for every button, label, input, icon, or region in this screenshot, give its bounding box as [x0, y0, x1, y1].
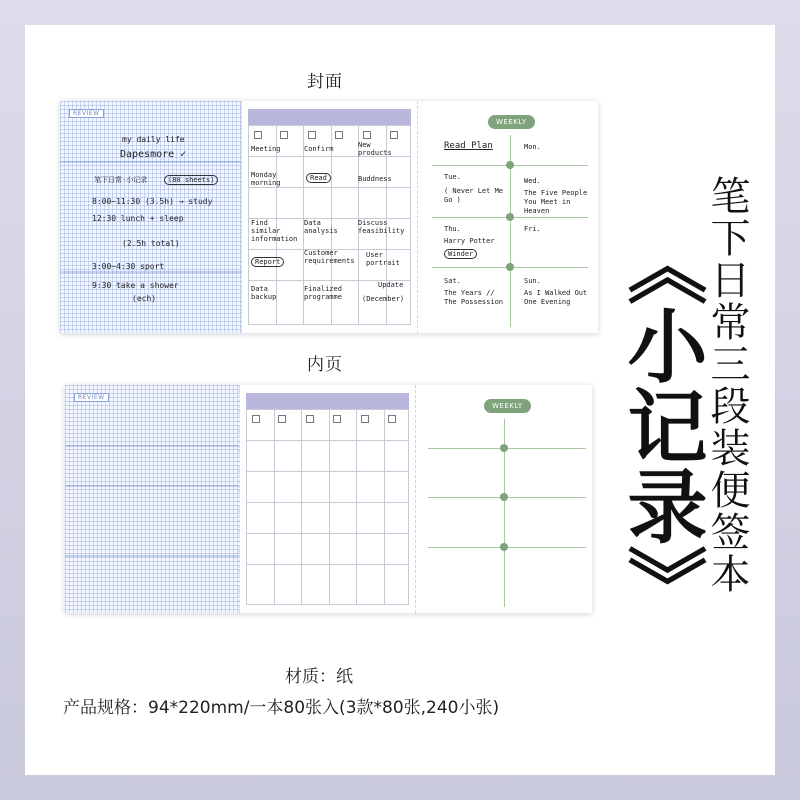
checkbox-icon [390, 131, 398, 139]
weekly-text: As I Walked Out One Evening [524, 289, 588, 306]
table-header-bar [246, 393, 409, 409]
checkbox-icon [308, 131, 316, 139]
weekly-text: Harry Potter [444, 237, 495, 245]
note-line: 3:00~4:30 sport [92, 262, 165, 271]
weekly-panel [418, 101, 598, 333]
cell-text: Confirm [304, 145, 334, 153]
inner-label: 内页 [307, 355, 343, 375]
inner-strip [65, 385, 592, 613]
cover-strip [60, 101, 598, 333]
cell-text: Data analysis [304, 219, 338, 235]
cell-text: Monday morning [251, 171, 281, 187]
product-card [25, 25, 775, 775]
checkbox-icon [306, 415, 314, 423]
cell-text: Update [378, 281, 404, 289]
note-line: 9:30 take a shower [92, 281, 179, 290]
grid-panel [60, 101, 242, 333]
weekly-pill: WEEKLY [484, 399, 531, 413]
main-title: 笔下日常三段装便签本 [704, 175, 750, 595]
checkbox-icon [361, 415, 369, 423]
timeline-dot [506, 213, 514, 221]
cell-text: Buddness [358, 175, 392, 183]
note-line: 笔下日常·小记录 [94, 176, 148, 184]
spec-text: 产品规格：94*220mm/一本80张入(3款*80张,240小张) [63, 698, 500, 718]
timeline-dot [506, 161, 514, 169]
grid-panel-blank [65, 385, 240, 613]
checkbox-icon [278, 415, 286, 423]
checkbox-icon [363, 131, 371, 139]
cell-text: Finalized programme [304, 285, 342, 301]
material-text: 材质：纸 [285, 667, 353, 687]
table-header-bar [248, 109, 411, 125]
weekly-text: Tue. [444, 173, 461, 181]
weekly-text: Thu. [444, 225, 461, 233]
weekly-text: Fri. [524, 225, 541, 233]
cell-text: Customer requirements [304, 249, 355, 265]
weekly-text: Read Plan [444, 141, 493, 151]
table-grid [246, 409, 409, 605]
weekly-panel-blank [416, 385, 592, 613]
cell-text: Read [306, 173, 331, 183]
checkbox-icon [333, 415, 341, 423]
weekly-text: Mon. [524, 143, 541, 151]
weekly-pill: WEEKLY [488, 115, 535, 129]
timeline-dot [500, 493, 508, 501]
cell-text: Data backup [251, 285, 277, 301]
note-line: (80 sheets) [164, 175, 218, 185]
bracket-title: 《小记录》 [614, 225, 707, 625]
table-panel [242, 101, 418, 333]
checkbox-icon [280, 131, 288, 139]
cell-text: Meeting [251, 145, 281, 153]
cell-text: New products [358, 141, 392, 157]
weekly-text: The Five People You Meet in Heaven [524, 189, 588, 215]
checkbox-icon [254, 131, 262, 139]
checkbox-icon [388, 415, 396, 423]
cell-text: Report [251, 257, 284, 267]
note-line: 8:00~11:30 (3.5h) → study [92, 197, 213, 206]
checkbox-icon [335, 131, 343, 139]
table-panel-blank [240, 385, 416, 613]
timeline-dot [500, 543, 508, 551]
weekly-text: ( Never Let Me Go ) [444, 187, 504, 204]
review-tag: REVIEW [74, 393, 109, 402]
weekly-text: Winder [444, 249, 477, 259]
note-line: (ech) [132, 294, 157, 303]
weekly-text: Wed. [524, 177, 541, 185]
cell-text: Discuss feasibility [358, 219, 405, 235]
note-line: 12:30 lunch + sleep [92, 214, 184, 223]
timeline-dot [506, 263, 514, 271]
cell-text: User portrait [366, 251, 400, 267]
cover-label: 封面 [307, 72, 343, 92]
checkbox-icon [252, 415, 260, 423]
cell-text: (December) [362, 295, 405, 303]
review-tag: REVIEW [69, 109, 104, 118]
note-line: Dapesmore ✓ [120, 149, 187, 160]
cell-text: Find similar information [251, 219, 298, 243]
weekly-text: Sat. [444, 277, 461, 285]
note-line: my daily life [122, 135, 185, 144]
weekly-text: The Years // The Possession [444, 289, 504, 306]
note-line: (2.5h total) [122, 239, 180, 248]
weekly-text: Sun. [524, 277, 541, 285]
timeline-dot [500, 444, 508, 452]
